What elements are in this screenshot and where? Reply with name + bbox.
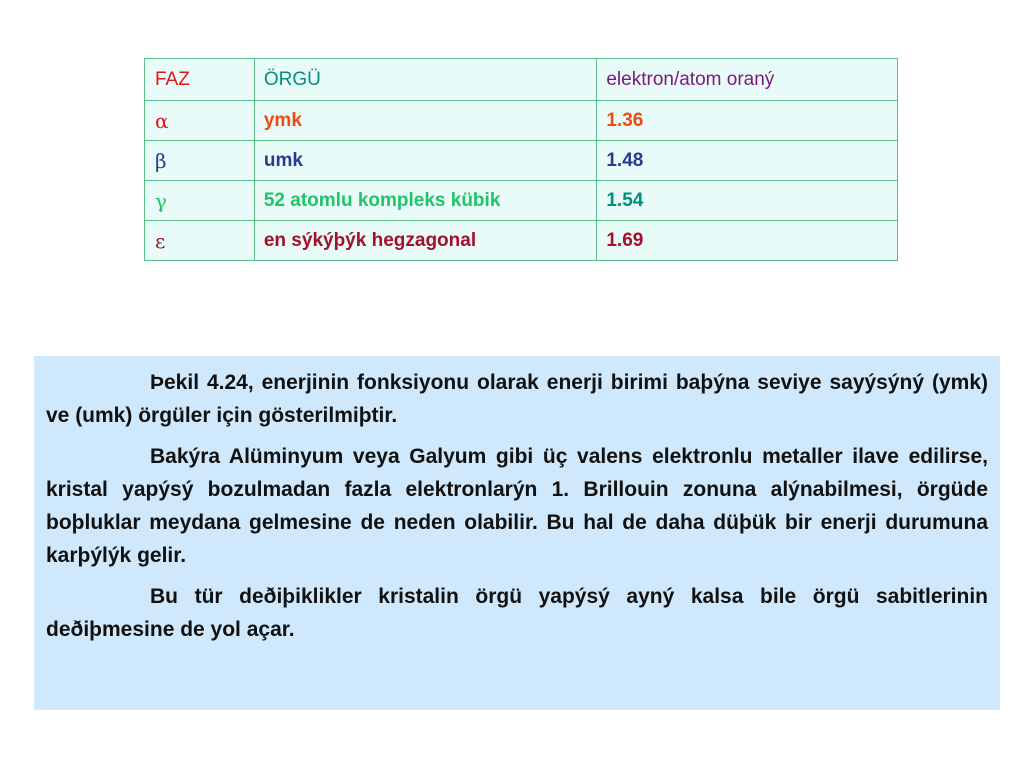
paragraph-3: Bu tür deðiþiklikler kristalin örgü yapýsý ayný kalsa bile örgü sabitlerinin deðiþmesine de yol açar. <box>46 585 988 641</box>
phase-table <box>144 58 898 261</box>
lattice-cell: umk <box>254 141 597 181</box>
paragraph-2: Bakýra Alüminyum veya Galyum gibi üç valens elektronlu metaller ilave edilirse, kristal yapýsý bozulmadan fazla elektronlarýn 1. Brillouin zonuna alýnabilmesi, örgüde boþluklar meydana gelmesine de neden olabilir. Bu hal de daha düþük bir enerji durumuna karþýlýk gelir. <box>46 445 988 567</box>
lattice-cell: en sýkýþýk hegzagonal <box>254 221 597 261</box>
ratio-cell: 1.54 <box>597 181 898 221</box>
table-row <box>145 221 898 261</box>
table-header-row <box>145 59 898 101</box>
ratio-cell: 1.69 <box>597 221 898 261</box>
table-row <box>145 181 898 221</box>
paragraph-1: Þekil 4.24, enerjinin fonksiyonu olarak enerji birimi baþýna seviye sayýsýný (ymk) ve (umk) örgüler için gösterilmiþtir. <box>46 371 988 427</box>
phase-epsilon: ε <box>145 221 255 261</box>
header-electron-atom-ratio: elektron/atom oraný <box>597 59 898 101</box>
text-box <box>34 356 1000 710</box>
lattice-cell: 52 atomlu kompleks kübik <box>254 181 597 221</box>
lattice-cell: ymk <box>254 101 597 141</box>
table-row <box>145 101 898 141</box>
phase-beta: β <box>145 141 255 181</box>
header-faz: FAZ <box>145 59 255 101</box>
header-orgu: ÖRGÜ <box>254 59 597 101</box>
ratio-cell: 1.48 <box>597 141 898 181</box>
phase-alpha: α <box>145 101 255 141</box>
table-row <box>145 141 898 181</box>
ratio-cell: 1.36 <box>597 101 898 141</box>
phase-gamma: γ <box>145 181 255 221</box>
